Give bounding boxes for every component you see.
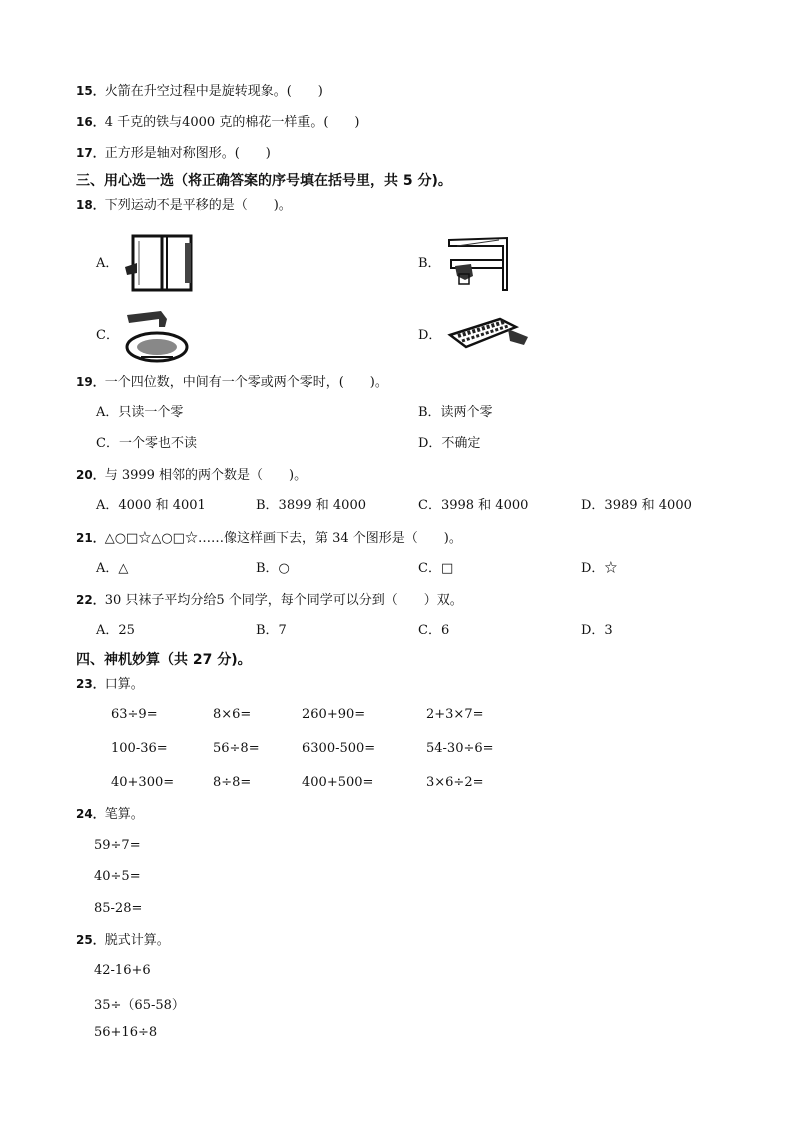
- mental-calc-item: 6300-500=: [302, 741, 376, 756]
- option-c[interactable]: C．3998 和 4000: [418, 498, 529, 513]
- mental-calc-item: 2+3×7=: [426, 707, 484, 722]
- stepwise-calc-item: 42-16+6: [94, 963, 151, 978]
- section-heading-3: 三、用心选一选（将正确答案的序号填在括号里，共 5 分)。: [76, 173, 452, 189]
- mental-calc-item: 40+300=: [111, 775, 175, 790]
- question-25: [76, 931, 170, 950]
- question-number: 20．: [76, 468, 105, 482]
- option-c[interactable]: C．6: [418, 623, 450, 638]
- question-22: [76, 591, 463, 610]
- option-c[interactable]: C．□: [418, 561, 454, 576]
- option-a[interactable]: A．△: [96, 561, 129, 576]
- abacus-icon: [444, 315, 530, 359]
- option-a[interactable]: A．只读一个零: [96, 405, 184, 420]
- written-calc-item: 40÷5=: [94, 869, 141, 884]
- option-a[interactable]: A．25: [96, 623, 135, 638]
- question-15: [76, 82, 323, 101]
- drawer-icon: [447, 236, 511, 296]
- window-icon: [123, 233, 197, 297]
- option-d[interactable]: D．3989 和 4000: [581, 498, 692, 513]
- question-text: 一个四位数，中间有一个零或两个零时，( )。: [104, 375, 388, 390]
- question-text: △○□☆△○□☆……像这样画下去，第 34 个图形是（ )。: [104, 531, 462, 546]
- question-text: 口算。: [104, 677, 144, 692]
- written-calc-item: 85-28=: [94, 901, 143, 916]
- mental-calc-item: 8÷8=: [213, 775, 252, 790]
- question-text: 下列运动不是平移的是（ )。: [104, 198, 292, 213]
- question-17: [76, 144, 271, 163]
- question-number: 21．: [76, 531, 105, 545]
- option-d[interactable]: D．不确定: [418, 436, 481, 451]
- stepwise-calc-item: 56+16÷8: [94, 1025, 158, 1040]
- mental-calc-item: 8×6=: [213, 707, 252, 722]
- stepwise-calc-item: 35÷（65-58）: [94, 998, 185, 1013]
- question-number: 23．: [76, 677, 105, 691]
- question-18: [76, 196, 292, 215]
- option-d[interactable]: D．☆: [581, 561, 618, 576]
- mental-calc-item: 100-36=: [111, 741, 168, 756]
- option-b[interactable]: B．: [418, 256, 441, 271]
- question-20: [76, 466, 307, 485]
- question-text: 30 只袜子平均分给5 个同学，每个同学可以分到（ ）双。: [104, 593, 463, 608]
- mental-calc-item: 63÷9=: [111, 707, 158, 722]
- option-a[interactable]: A．4000 和 4001: [96, 498, 206, 513]
- option-b[interactable]: B．○: [256, 561, 290, 576]
- question-number: 24．: [76, 807, 105, 821]
- option-b[interactable]: B．读两个零: [418, 405, 493, 420]
- question-text: 脱式计算。: [104, 933, 170, 948]
- mental-calc-item: 260+90=: [302, 707, 366, 722]
- option-c[interactable]: C．一个零也不读: [96, 436, 197, 451]
- mental-calc-item: 3×6÷2=: [426, 775, 484, 790]
- mental-calc-item: 54-30÷6=: [426, 741, 494, 756]
- faucet-icon: [121, 305, 193, 369]
- option-c[interactable]: C．: [96, 328, 119, 343]
- option-b[interactable]: B．7: [256, 623, 287, 638]
- section-heading-4: 四、神机妙算（共 27 分)。: [76, 652, 252, 668]
- question-24: [76, 805, 144, 824]
- question-21: [76, 529, 462, 548]
- question-number: 22．: [76, 593, 105, 607]
- question-number: 25．: [76, 933, 105, 947]
- question-number: 15．: [76, 84, 105, 98]
- option-d[interactable]: D．: [418, 328, 442, 343]
- question-text: 4 千克的铁与4000 克的棉花一样重。( ): [104, 115, 360, 130]
- question-number: 16．: [76, 115, 105, 129]
- mental-calc-item: 56÷8=: [213, 741, 260, 756]
- question-19: [76, 373, 388, 392]
- mental-calc-item: 400+500=: [302, 775, 374, 790]
- question-16: [76, 113, 359, 132]
- question-text: 正方形是轴对称图形。( ): [104, 146, 271, 161]
- question-23: [76, 675, 144, 694]
- written-calc-item: 59÷7=: [94, 838, 141, 853]
- question-number: 17．: [76, 146, 105, 160]
- question-text: 火箭在升空过程中是旋转现象。( ): [104, 84, 323, 99]
- question-number: 19．: [76, 375, 105, 389]
- option-a[interactable]: A．: [96, 256, 119, 271]
- option-d[interactable]: D．3: [581, 623, 613, 638]
- question-number: 18．: [76, 198, 105, 212]
- option-b[interactable]: B．3899 和 4000: [256, 498, 366, 513]
- question-text: 笔算。: [104, 807, 144, 822]
- question-text: 与 3999 相邻的两个数是（ )。: [104, 468, 308, 483]
